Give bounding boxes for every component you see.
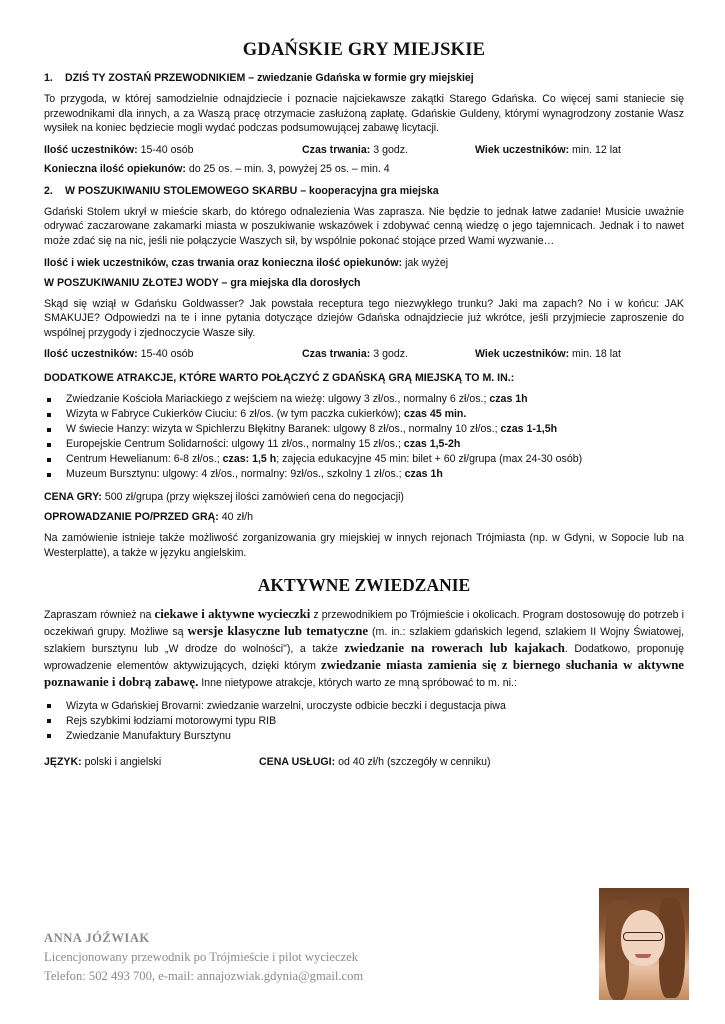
fee-value: od 40 zł/h (szczegóły w cenniku)	[338, 755, 491, 768]
game2-note	[44, 257, 684, 269]
game3-description: Skąd się wziął w Gdańsku Goldwasser? Jak powstała receptura tego niezwykłego trunku? Jaki ma zapach? No i w końcu: JAK SMAKUJE? Odpowiedzi na te i inne pytania dotyczące dziejów Gdańska odnajdziecie już wkrótce, jeśli przyjmiecie zaproszenie do wspólnej przygody i zjednoczycie Wasze siły.	[44, 297, 684, 339]
game3-heading: W POSZUKIWANIU ZŁOTEJ WODY – gra miejska dla dorosłych	[44, 276, 361, 289]
participants-value: 15-40 osób	[140, 143, 194, 156]
guide-contact: Telefon: 502 493 700, e-mail: annajozwiak.gdynia@gmail.com	[44, 969, 364, 983]
extras-heading: DODATKOWE ATRAKCJE, KTÓRE WARTO POŁĄCZYĆ Z GDAŃSKĄ GRĄ MIEJSKĄ TO M. IN.:	[44, 372, 515, 385]
list-item: Rejs szybkimi łodziami motorowymi typu RIB	[44, 714, 684, 729]
guardians-label: Konieczna ilość opiekunów:	[44, 162, 186, 175]
active-list	[44, 699, 684, 744]
age-label: Wiek uczestników:	[475, 348, 570, 361]
language-value: polski i angielski	[84, 755, 162, 768]
price-value: 500 zł/grupa (przy większej ilości zamówień cena do negocjacji)	[104, 491, 404, 504]
order-note: Na zamówienie istnieje także możliwość zorganizowania gry miejskiej w innych rejonach Trójmiasta (np. w Gdyni, w Sopocie lub na Westerplatte), a także w języku angielskim.	[44, 532, 684, 559]
game2-description: Gdański Stolem ukrył w mieście skarb, do którego odnalezienia Was zaprasza. Nie będzie to jednak łatwe zadanie! Musicie uważnie odrywać zaczarowane zakamarki miasta w poszukiwanie wskazówek i zdobywać cenną wiedzę o jego tajemnicach. Jednak i to nawet może zdać się na nic, jeśli nie połączycie Waszych sił, by wspólnie pokonać stojące przed Wami wyzwanie…	[44, 205, 684, 247]
guiding-row	[44, 511, 684, 523]
game2-heading	[44, 185, 684, 197]
duration-label: Czas trwania:	[302, 143, 371, 156]
list-item: Europejskie Centrum Solidarności: ulgowy 11 zł/os., normalny 15 zł/os.; czas 1,5-2h	[44, 437, 684, 452]
duration-value: 3 godz.	[373, 348, 409, 361]
list-item: Wizyta w Gdańskiej Brovarni: zwiedzanie warzelni, uroczyste odbicie beczki i degustacja piwa	[44, 699, 684, 714]
list-item: W świecie Hanzy: wizyta w Spichlerzu Błękitny Baranek: ulgowy 8 zł/os., normalny 10 zł/os.; czas 1-1,5h	[44, 422, 684, 437]
age-label: Wiek uczestników:	[475, 143, 570, 156]
list-item: Wizyta w Fabryce Cukierków Ciuciu: 6 zł/os. (w tym paczka cukierków); czas 45 min.	[44, 407, 684, 422]
active-description: Zapraszam również na ciekawe i aktywne wycieczki z przewodnikiem po Trójmieście i okolicach. Program dostosowuję do potrzeb i oczekiwań grupy. Możliwe są wersje klasyczne lub tematyczne (m. in.: szlakiem gdańskich legend, szlakiem II Wojny Światowej, szlakiem bursztynu lub „W drodze do wolności"), a także zwiedzanie na rowerach lub kajakach. Dodatkowo, proponuję wprowadzenie elementów aktywizujących, dzięki którym zwiedzanie miasta zamienia się z biernego słuchania w aktywne poznawanie i dobrą zabawę. Inne nietypowe atrakcje, których warto ze mną spróbować to m. ni.:	[44, 606, 685, 689]
guiding-label: OPROWADZANIE PO/PRZED GRĄ:	[44, 511, 219, 524]
active-info-row	[44, 756, 684, 768]
game1-heading-text: DZIŚ TY ZOSTAŃ PRZEWODNIKIEM – zwiedzanie Gdańska w formie gry miejskiej	[65, 72, 474, 84]
game1-heading	[44, 72, 684, 84]
list-item: Zwiedzanie Kościoła Mariackiego z wejściem na wieżę: ulgowy 3 zł/os., normalny 6 zł/os.; czas 1h	[44, 392, 684, 407]
game2-note-label: Ilość i wiek uczestników, czas trwania oraz konieczna ilość opiekunów:	[44, 256, 403, 269]
list-item: Zwiedzanie Manufaktury Bursztynu	[44, 729, 684, 744]
fee-label: CENA USŁUGI:	[259, 755, 336, 768]
active-title: AKTYWNE ZWIEDZANIE	[257, 574, 471, 595]
guide-name: ANNA JÓŹWIAK	[44, 931, 150, 945]
list-item: Muzeum Bursztynu: ulgowy: 4 zł/os., normalny: 9zł/os., szkolny 1 zł/os.; czas 1h	[44, 467, 684, 482]
game2-heading-text: W POSZUKIWANIU STOLEMOWEGO SKARBU – kooperacyjna gra miejska	[65, 184, 439, 197]
guardians-value: do 25 os. – min. 3, powyżej 25 os. – min. 4	[188, 162, 390, 175]
game3-info-row	[44, 348, 684, 360]
guide-photo	[599, 888, 689, 1000]
price-label: CENA GRY:	[44, 491, 102, 504]
duration-value: 3 godz.	[373, 143, 409, 156]
duration-label: Czas trwania:	[302, 348, 371, 361]
age-value: min. 12 lat	[572, 143, 621, 156]
game2-number: 2.	[44, 184, 53, 197]
game2-note-value: jak wyżej	[405, 256, 449, 269]
game1-number: 1.	[44, 72, 53, 84]
game1-description: To przygoda, w której samodzielnie odnajdziecie i poznacie najciekawsze zakątki Starego Gdańska. Co więcej sami staniecie się przewodnikami dla innych, a za Waszą pracę otrzymacie zasłużoną zapłatę. Gdańskie Guldeny, którymi wynagrodzony zostanie Wasz wysiłek na koniec będziecie mogli wydać podczas podsumowującej zabawę licytacji.	[44, 93, 684, 135]
language-label: JĘZYK:	[44, 755, 82, 768]
price-row	[44, 491, 684, 503]
participants-label: Ilość uczestników:	[44, 348, 138, 361]
extras-list	[44, 392, 684, 482]
game1-info-row	[44, 144, 684, 156]
page-title: GDAŃSKIE GRY MIEJSKIE	[242, 40, 486, 60]
guiding-value: 40 zł/h	[221, 511, 253, 524]
participants-value: 15-40 osób	[140, 348, 194, 361]
list-item: Centrum Hewelianum: 6-8 zł/os.; czas: 1,5 h; zajęcia edukacyjne 45 min: bilet + 60 zł/grupa (max 24-30 osób)	[44, 452, 684, 467]
guide-role: Licencjonowany przewodnik po Trójmieście i pilot wycieczek	[44, 950, 359, 964]
document	[44, 40, 684, 775]
participants-label: Ilość uczestników:	[44, 143, 138, 156]
age-value: min. 18 lat	[572, 348, 621, 361]
footer-contact	[44, 929, 363, 986]
game1-guardians-row	[44, 163, 684, 175]
